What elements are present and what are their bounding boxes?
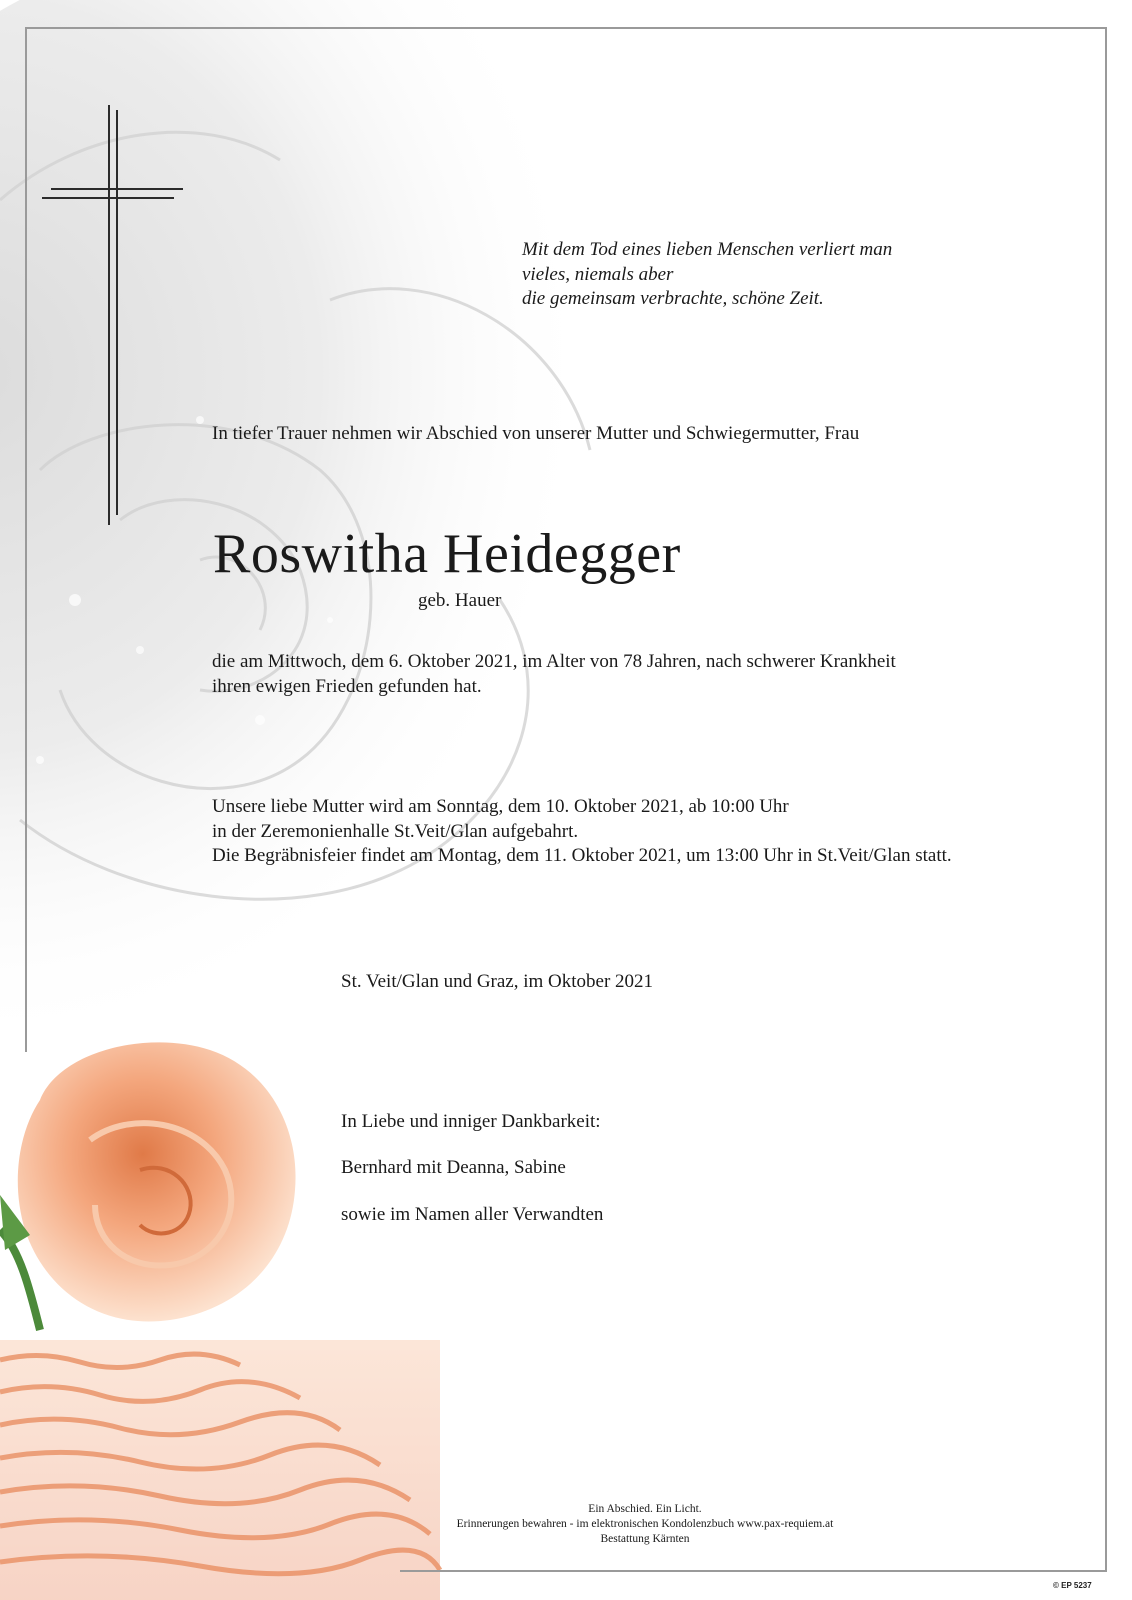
intro-text: In tiefer Trauer nehmen wir Abschied von unserer Mutter und Schwiegermutter, Frau (212, 423, 860, 444)
quote-line: Mit dem Tod eines lieben Menschen verliert man (522, 239, 893, 260)
footer-condolence-link: Erinnerungen bewahren - im elektronischen Kondolenzbuch www.pax-requiem.at (456, 1518, 834, 1530)
frame-left-border (25, 27, 27, 1052)
footer-funeral-home: Bestattung Kärnten (600, 1533, 690, 1545)
funeral-line: in der Zeremonienhalle St.Veit/Glan aufgebahrt. (212, 820, 579, 842)
frame-top-border (25, 27, 1107, 29)
cross-icon (40, 105, 190, 535)
quote-line: die gemeinsam verbrachte, schöne Zeit. (522, 288, 824, 309)
footer-slogan: Ein Abschied. Ein Licht. (588, 1503, 702, 1515)
death-notice-line: ihren ewigen Frieden gefunden hat. (212, 675, 482, 697)
death-notice (212, 650, 896, 699)
deceased-name: Roswitha Heidegger (213, 523, 681, 585)
memorial-quote (522, 238, 892, 312)
print-code: © EP 5237 (1053, 1581, 1092, 1590)
funeral-line: Unsere liebe Mutter wird am Sonntag, dem 10. Oktober 2021, ab 10:00 Uhr (212, 796, 789, 817)
frame-bottom-border (400, 1570, 1107, 1572)
family-names: Bernhard mit Deanna, Sabine (341, 1157, 566, 1178)
funeral-line: Die Begräbnisfeier findet am Montag, dem 11. Oktober 2021, um 13:00 Uhr in St.Veit/Glan statt. (212, 845, 952, 866)
place-date: St. Veit/Glan und Graz, im Oktober 2021 (341, 971, 654, 992)
funeral-details (212, 795, 952, 869)
maiden-name: geb. Hauer (418, 590, 502, 611)
closing-love-line: In Liebe und inniger Dankbarkeit: (341, 1111, 601, 1132)
frame-right-border (1105, 27, 1107, 1572)
death-notice-line: die am Mittwoch, dem 6. Oktober 2021, im Alter von 78 Jahren, nach schwerer Krankheit (212, 651, 896, 672)
relatives-line: sowie im Namen aller Verwandten (341, 1204, 604, 1225)
quote-line: vieles, niemals aber (522, 263, 674, 285)
